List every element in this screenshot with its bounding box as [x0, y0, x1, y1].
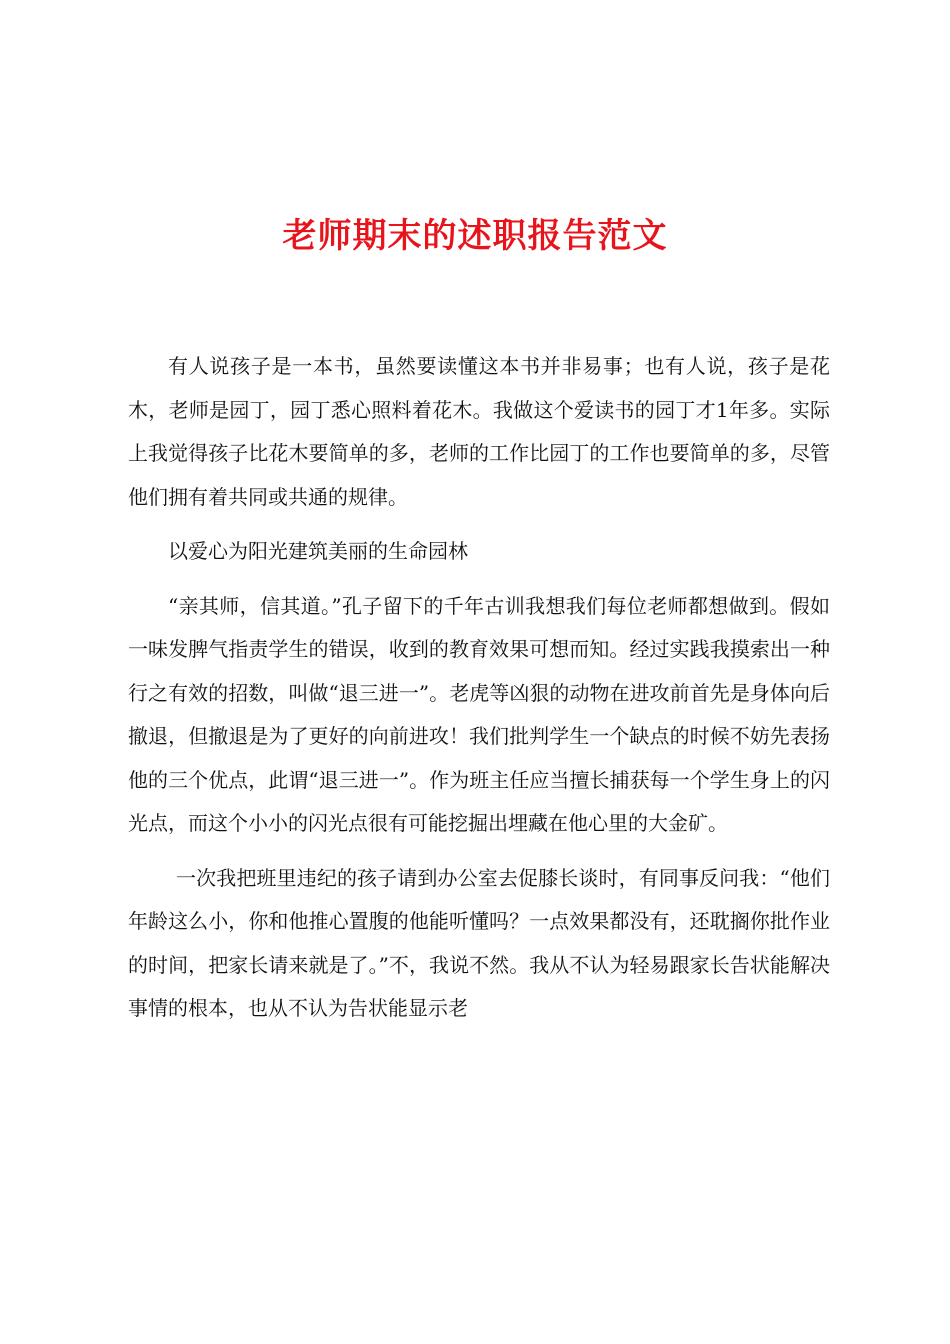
document-body [128, 345, 830, 1042]
document-title: 老师期末的述职报告范文 [282, 216, 668, 256]
paragraph-quote: “亲其师，信其道。”孔子留下的千年古训我想我们每位老师都想做到。假如一味发脾气指责学生的错误，收到的教育效果可想而知。经过实践我摸索出一种行之有效的招数，叫做“退三进一”。老虎等凶狠的动物在进攻前首先是身体向后撤退，但撤退是为了更好的向前进攻！我们批判学生一个缺点的时候不妨先表扬他的三个优点，此谓“退三进一”。作为班主任应当擅长捕获每一个学生身上的闪光点，而这个小小的闪光点很有可能挖掘出埋藏在他心里的大金矿。 [128, 593, 830, 835]
paragraph-story: 一次我把班里违纪的孩子请到办公室去促膝长谈时，有同事反问我：“他们年龄这么小，你和他推心置腹的他能听懂吗？一点效果都没有，还耽搁你批作业的时间，把家长请来就是了。”不，我说不然。我从不认为轻易跟家长告状能解决事情的根本，也从不认为告状能显示老 [128, 865, 830, 1020]
paragraph-heading: 以爱心为阳光建筑美丽的生命园林 [168, 539, 468, 563]
paragraph-intro: 有人说孩子是一本书，虽然要读懂这本书并非易事；也有人说，孩子是花木，老师是园丁，园丁悉心照料着花木。我做这个爱读书的园丁才1年多。实际上我觉得孩子比花木要简单的多，老师的工作比园丁的工作也要简单的多，尽管他们拥有着共同或共通的规律。 [128, 354, 830, 509]
